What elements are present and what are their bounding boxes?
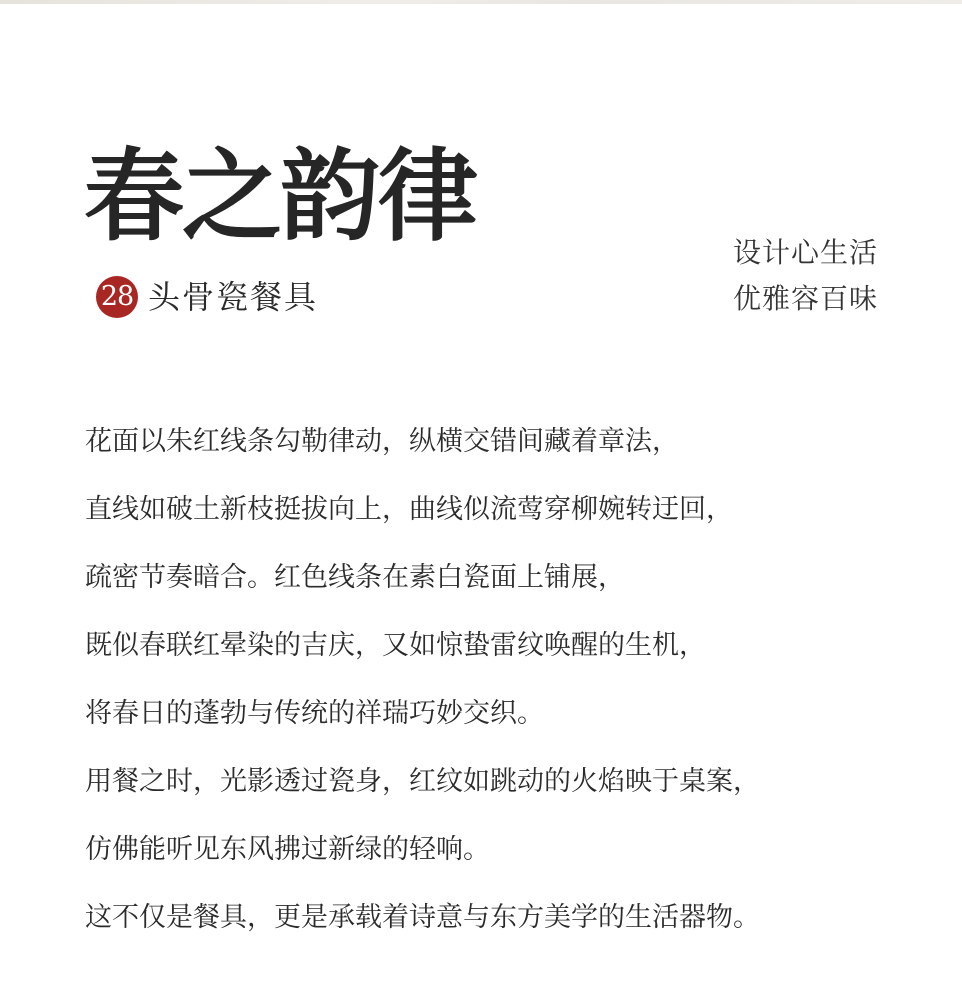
description-line: 疏密节奏暗合。红色线条在素白瓷面上铺展，	[85, 562, 625, 593]
slogan-line-1: 设计心生活	[733, 236, 879, 269]
description-line: 用餐之时，光影透过瓷身，红纹如跳动的火焰映于桌案，	[85, 766, 760, 797]
description-line: 仿佛能听见东风拂过新绿的轻响。	[85, 834, 490, 865]
top-divider-strip	[0, 0, 962, 4]
product-subtitle: 头骨瓷餐具	[148, 278, 319, 316]
description-line: 将春日的蓬勃与传统的祥瑞巧妙交织。	[85, 698, 544, 729]
description-line: 既似春联红晕染的吉庆，又如惊蛰雷纹唤醒的生机，	[85, 630, 706, 661]
description-line: 直线如破土新枝挺拔向上，曲线似流莺穿柳婉转迂回，	[85, 494, 733, 525]
description-line: 花面以朱红线条勾勒律动，纵横交错间藏着章法，	[85, 426, 679, 457]
description-line: 这不仅是餐具，更是承载着诗意与东方美学的生活器物。	[85, 902, 760, 933]
description-paragraph	[85, 408, 945, 952]
slogan-block	[733, 230, 913, 322]
page-title: 春之韵律	[84, 137, 476, 255]
number-badge: 28	[96, 276, 138, 318]
product-subtitle-row	[96, 276, 318, 318]
slogan-line-2: 优雅容百味	[733, 282, 879, 315]
